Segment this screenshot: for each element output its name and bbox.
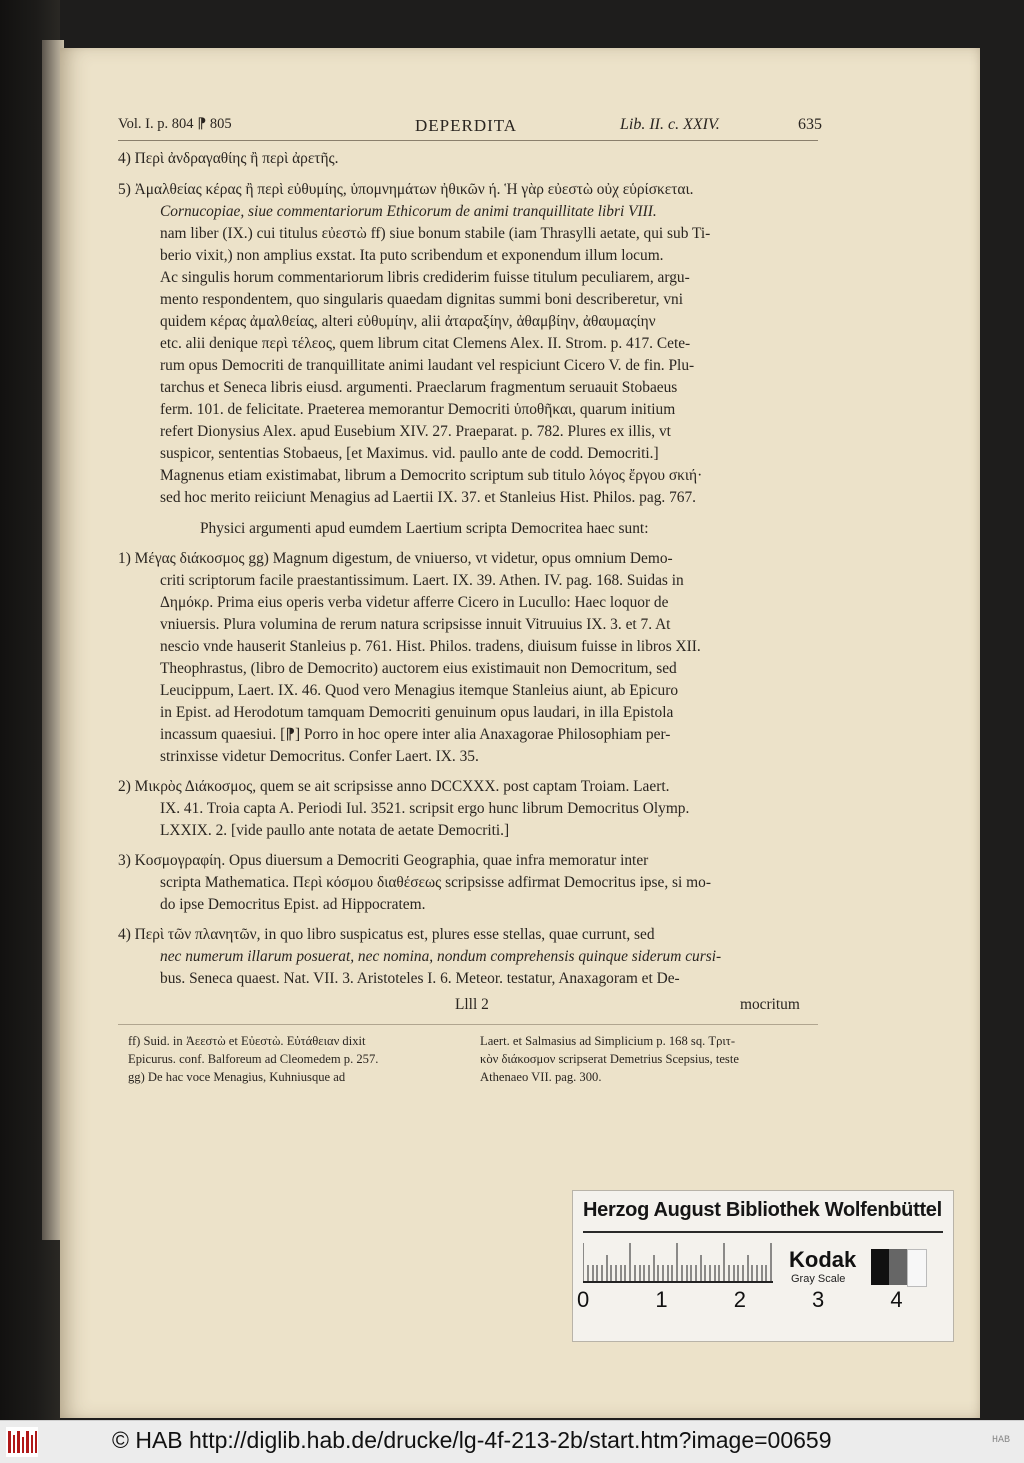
body-line: 4) Περὶ ἀνδραγαθίης ἢ περὶ ἀρετῆς.: [118, 150, 339, 167]
gray-swatch-black: [871, 1249, 889, 1285]
body-line: 3) Κοσμογραφίη. Opus diuersum a Democriti Geographia, quae infra memoratur inter: [118, 852, 649, 869]
body-line: quidem κέρας ἀμαλθείας, alteri εὐθυμίην, alii ἀταραξίην, ἀθαμβίην, ἀθαυμαςίην: [160, 313, 656, 330]
ruler-numbers: 0 1 2 3 4: [577, 1287, 933, 1312]
body-line: 5) Ἀμαλθείας κέρας ἢ περὶ εὐθυμίης, ὑπομνημάτων ἠθικῶν ή. Ἡ γὰρ εὐεστὼ οὐχ εὑρίσκεται.: [118, 181, 694, 198]
footnote-line: Laert. et Salmasius ad Simplicium p. 168 sq. Τριτ-: [480, 1034, 736, 1048]
hab-logo-icon[interactable]: [6, 1427, 38, 1457]
body-line: ferm. 101. de felicitate. Praeterea memorantur Democriti ὑποθῆκαι, quarum initium: [160, 401, 676, 418]
body-line: berio vixit,) non amplius exstat. Ita puto scribendum et exponendum illum locum.: [160, 247, 664, 264]
body-line: in Epist. ad Herodotum tamquam Democriti genuinum opus laudari, in illa Epistola: [160, 704, 674, 721]
body-line: scripta Mathematica. Περὶ κόσμου διαθέσεως scripsisse adfirmat Democritus ipse, si mo-: [160, 874, 711, 891]
body-line: sed hoc merito reiiciunt Menagius ad Laertii IX. 37. et Stanleius Hist. Philos. pag. 767.: [160, 489, 697, 506]
library-name: Herzog August Bibliothek Wolfenbüttel: [583, 1199, 942, 1221]
gray-scale-label: Gray Scale: [791, 1273, 846, 1285]
body-line: Magnenus etiam existimabat, librum a Democrito scriptum sub titulo λόγος ἔργου σκιή·: [160, 467, 703, 484]
body-line: etc. alii denique περὶ τέλεος, quem librum citat Clemens Alex. II. Strom. p. 417. Cete-: [160, 335, 691, 352]
body-line: strinxisse videtur Democritus. Confer Laert. IX. 35.: [160, 748, 479, 765]
body-line: Leucippum, Laert. IX. 46. Quod vero Menagius itemque Stanleius aiunt, ab Epicuro: [160, 682, 679, 699]
viewer-footer: [0, 1420, 1024, 1463]
footnote-line: κὸν διάκοσμον scripserat Demetrius Scepsius, teste: [480, 1052, 739, 1066]
body-line: Δημόκρ. Prima eius operis verba videtur afferre Cicero in Lucullo: Haec loquor de: [160, 594, 669, 611]
gray-swatch-white: [907, 1249, 927, 1287]
header-book-chapter: Lib. II. c. XXIV.: [620, 116, 720, 133]
body-line: suspicor, sententias Stobaeus, [et Maximus. vid. paullo ante de codd. Democriti.]: [160, 445, 659, 462]
kodak-logo: Kodak: [789, 1247, 857, 1272]
body-line: 4) Περὶ τῶν πλανητῶν, in quo libro suspicatus est, plures esse stellas, quae currunt, sed: [118, 926, 655, 943]
measurement-ruler: [583, 1243, 773, 1283]
body-line: mento respondentem, quo singularis quaedam dignitas summi boni describeretur, vni: [160, 291, 683, 308]
body-line: rum opus Democriti de tranquillitate animi laudant vel respiciunt Cicero V. de fin. Plu-: [160, 357, 695, 374]
footnote-line: Athenaeo VII. pag. 300.: [480, 1070, 602, 1084]
page-number: 635: [798, 116, 822, 133]
signature-mark: Llll 2: [455, 996, 489, 1013]
body-line: IX. 41. Troia capta A. Periodi Iul. 3521. scripsit ergo hunc librum Democritus Olymp.: [160, 800, 690, 817]
body-line: Theophrastus, (libro de Democrito) auctorem eius existimauit non Democritum, sed: [160, 660, 677, 677]
footer-corner-mark: HAB: [991, 1435, 1010, 1446]
footnote-line: ff) Suid. in Ἀεεστὼ et Εὐεστὼ. Εὐτάθειαν dixit: [128, 1034, 366, 1048]
body-line: Cornucopiae, siue commentariorum Ethicorum de animi tranquillitate libri VIII.: [160, 203, 657, 220]
body-line: refert Dionysius Alex. apud Eusebium XIV. 27. Praeparat. p. 782. Plures ex illis, vt: [160, 423, 671, 440]
body-line: bus. Seneca quaest. Nat. VII. 3. Aristoteles I. 6. Meteor. testatur, Anaxagoram et De-: [160, 970, 680, 987]
catchword: mocritum: [740, 996, 800, 1013]
body-line: 1) Μέγας διάκοσμος gg) Magnum digestum, de vniuerso, vt videtur, opus omnium Demo-: [118, 550, 673, 567]
section-intro: Physici argumenti apud eumdem Laertium scripta Democritea haec sunt:: [200, 520, 649, 537]
header-title: DEPERDITA: [415, 116, 518, 135]
body-line: do ipse Democritus Epist. ad Hippocratem.: [160, 896, 426, 913]
body-line: criti scriptorum facile praestantissimum. Laert. IX. 39. Athen. IV. pag. 168. Suidas in: [160, 572, 684, 589]
gray-swatch-mid: [889, 1249, 907, 1285]
card-rule: [583, 1231, 943, 1233]
header-rule: [118, 140, 818, 141]
body-line: LXXIX. 2. [vide paullo ante notata de aetate Democriti.]: [160, 822, 510, 839]
footnote-rule: [118, 1024, 818, 1025]
copyright-url[interactable]: © HAB http://diglib.hab.de/drucke/lg-4f-213-2b/start.htm?image=00659: [112, 1427, 832, 1453]
body-line: 2) Μικρὸς Διάκοσμος, quem se ait scripsisse anno DCCXXX. post captam Troiam. Laert.: [118, 778, 670, 795]
footnote-line: gg) De hac voce Menagius, Kuhniusque ad: [128, 1070, 346, 1084]
body-line: incassum quaesiui. [⁋] Porro in hoc opere inter alia Anaxagorae Philosophiam per-: [160, 726, 671, 743]
body-line: nam liber (IX.) cui titulus εὐεστὼ ff) siue bonum stabile (iam Thrasylli aetate, qui sub Ti-: [160, 225, 711, 242]
body-line: Ac singulis horum commentariorum libris crediderim fuisse titulum peculiarem, argu-: [160, 269, 690, 286]
body-line: nec numerum illarum posuerat, nec nomina, nondum comprehensis quinque siderum cursi-: [160, 948, 722, 965]
footnote-line: Epicurus. conf. Balforeum ad Cleomedem p. 257.: [128, 1052, 379, 1066]
header-volume-ref: Vol. I. p. 804 ⁋ 805: [118, 116, 232, 132]
body-line: tarchus et Seneca libris eiusd. argumenti. Praeclarum fragmentum seruauit Stobaeus: [160, 379, 678, 396]
body-line: nescio vnde hauserit Stanleius p. 761. Hist. Philos. tradens, diuisum fuisse in libros XII.: [160, 638, 701, 655]
body-line: vniuersis. Plura volumina de rerum natura scripsisse innuit Vitruuius IX. 3. et 7. At: [160, 616, 671, 633]
library-color-card: [572, 1190, 954, 1342]
